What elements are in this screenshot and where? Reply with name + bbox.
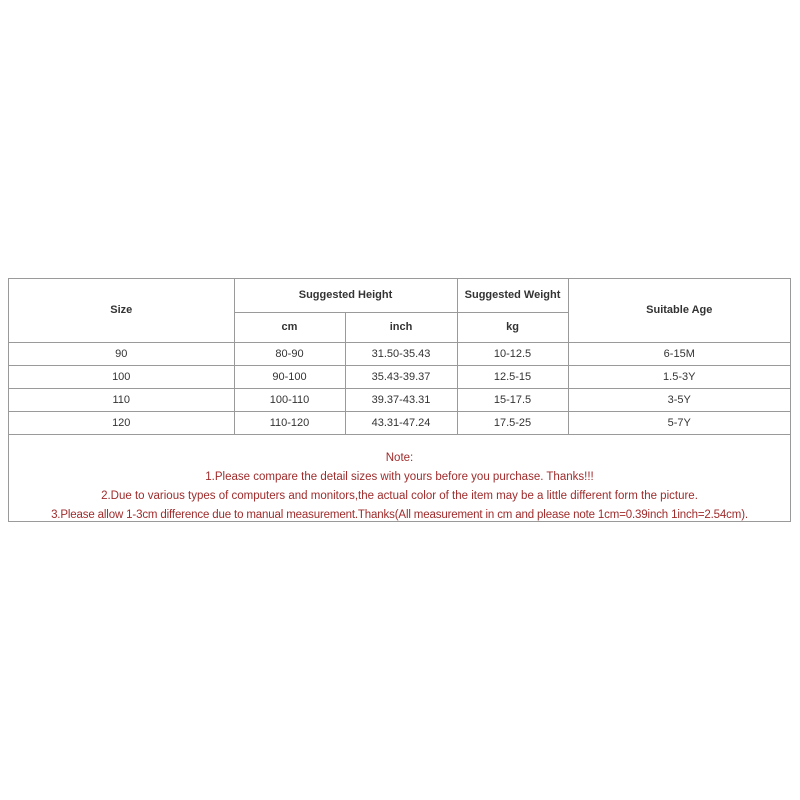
cell-cm: 100-110 bbox=[234, 389, 345, 412]
note-line-3: 3.Please allow 1-3cm difference due to manual measurement.Thanks(All measurement in cm and please note 1cm=0.39inch 1inch=2.54cm). bbox=[51, 509, 748, 521]
cell-kg: 17.5-25 bbox=[457, 412, 568, 435]
cell-inch: 35.43-39.37 bbox=[345, 366, 457, 389]
cell-age: 6-15M bbox=[568, 343, 790, 366]
header-suitable-age: Suitable Age bbox=[568, 279, 790, 343]
header-inch: inch bbox=[345, 313, 457, 343]
table-row bbox=[9, 343, 790, 366]
note-line-1: 1.Please compare the detail sizes with yours before you purchase. Thanks!!! bbox=[205, 471, 594, 483]
cell-size: 100 bbox=[9, 366, 234, 389]
header-suggested-height: Suggested Height bbox=[234, 279, 457, 313]
header-kg: kg bbox=[457, 313, 568, 343]
note-line-2: 2.Due to various types of computers and monitors,the actual color of the item may be a little different form the picture. bbox=[101, 490, 698, 502]
cell-cm: 90-100 bbox=[234, 366, 345, 389]
cell-kg: 10-12.5 bbox=[457, 343, 568, 366]
cell-size: 90 bbox=[9, 343, 234, 366]
header-suggested-weight-text: Suggested Weight bbox=[464, 289, 561, 301]
cell-size: 110 bbox=[9, 389, 234, 412]
size-chart bbox=[8, 278, 791, 522]
header-size: Size bbox=[9, 279, 234, 343]
cell-kg: 15-17.5 bbox=[457, 389, 568, 412]
table-row bbox=[9, 389, 790, 412]
notes-section bbox=[9, 449, 790, 525]
cell-age: 3-5Y bbox=[568, 389, 790, 412]
cell-inch: 31.50-35.43 bbox=[345, 343, 457, 366]
cell-size: 120 bbox=[9, 412, 234, 435]
size-table bbox=[9, 279, 790, 435]
cell-kg: 12.5-15 bbox=[457, 366, 568, 389]
cell-inch: 43.31-47.24 bbox=[345, 412, 457, 435]
table-row bbox=[9, 366, 790, 389]
cell-age: 5-7Y bbox=[568, 412, 790, 435]
table-row bbox=[9, 412, 790, 435]
header-cm: cm bbox=[234, 313, 345, 343]
cell-cm: 110-120 bbox=[234, 412, 345, 435]
header-suggested-weight bbox=[457, 279, 568, 313]
cell-inch: 39.37-43.31 bbox=[345, 389, 457, 412]
cell-age: 1.5-3Y bbox=[568, 366, 790, 389]
note-title: Note: bbox=[385, 452, 414, 464]
header-row-top bbox=[9, 279, 790, 313]
cell-cm: 80-90 bbox=[234, 343, 345, 366]
